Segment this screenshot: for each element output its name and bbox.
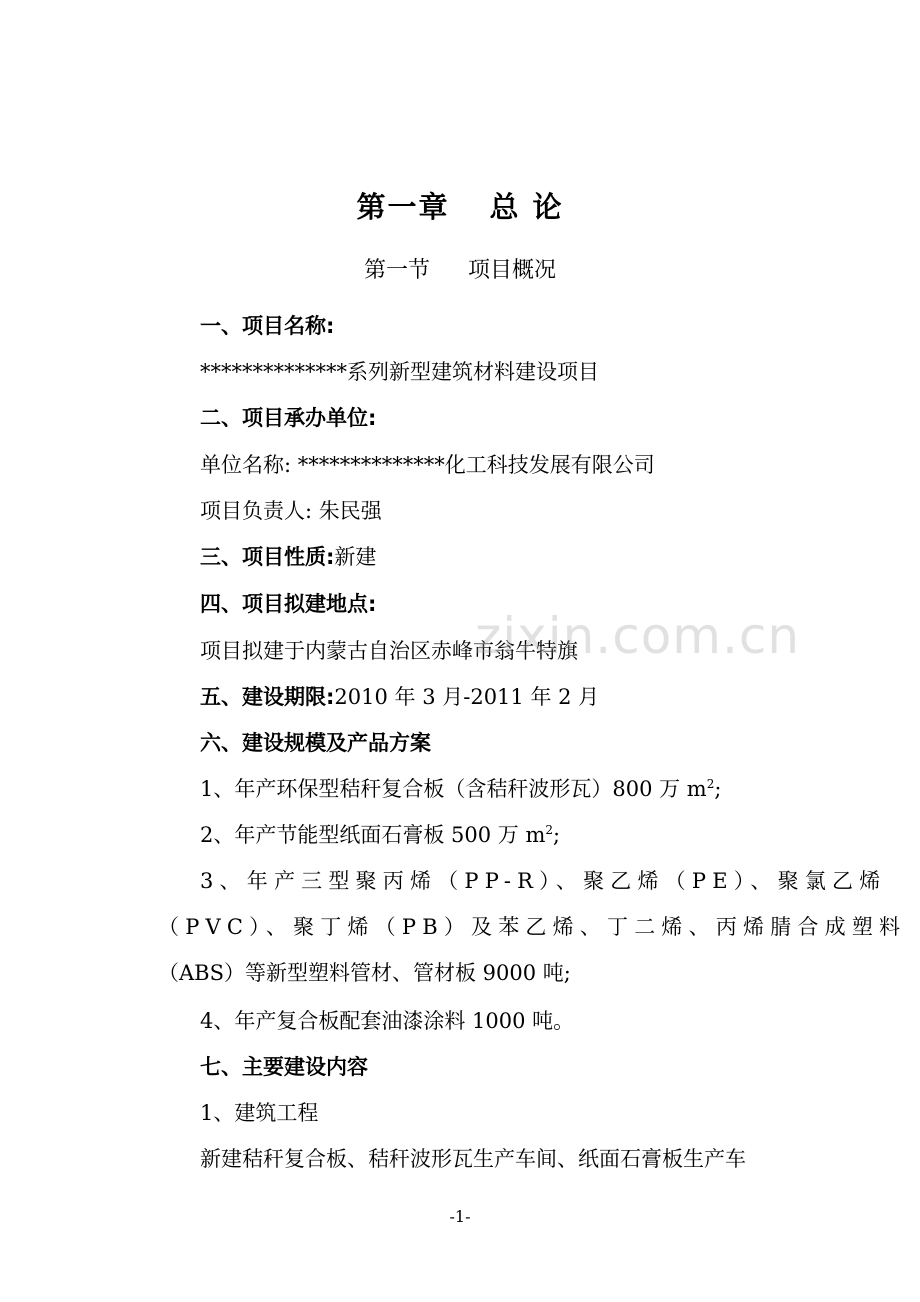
construction-period-line xyxy=(200,682,808,712)
project-nature-value: 新建 xyxy=(334,545,377,569)
heading-project-nature: 三、项目性质: xyxy=(200,545,335,569)
project-location-value: 项目拟建于内蒙古自治区赤峰市翁牛特旗 xyxy=(200,639,578,663)
unit-person-line: 项目负责人: 朱民强 xyxy=(200,499,382,523)
chapter-name: 总 论 xyxy=(489,190,564,224)
scale-item-2 xyxy=(200,820,808,850)
chapter-title xyxy=(0,185,920,226)
section-label: 第一节 xyxy=(363,258,430,283)
heading-project-unit: 二、项目承办单位: xyxy=(200,406,377,430)
watermark: zixin.com.cn xyxy=(475,607,801,665)
scale-item-2-tail: ; xyxy=(553,823,561,847)
page-number: -1- xyxy=(449,1207,471,1226)
section-name: 项目概况 xyxy=(468,258,557,283)
chapter-label: 第一章 xyxy=(356,190,450,224)
content-item-1-text: 新建秸秆复合板、秸秆波形瓦生产车间、纸面石膏板生产车 xyxy=(200,1147,746,1171)
scale-item-3-line-1: 3、年产三型聚丙烯（PP-R）、聚乙烯（PE）、聚氯乙烯 xyxy=(200,869,887,893)
scale-item-1-sup: 2 xyxy=(706,777,715,791)
scale-item-4: 4、年产复合板配套油漆涂料 1000 吨。 xyxy=(200,1009,575,1033)
scale-item-3-line-2: （PVC）、聚丁烯（PB）及苯乙烯、丁二烯、丙烯腈合成塑料 xyxy=(158,915,907,939)
construction-period-value: 2010 年 3 月-2011 年 2 月 xyxy=(334,685,600,709)
heading-scale-plan: 六、建设规模及产品方案 xyxy=(200,731,431,755)
scale-item-2-text: 2、年产节能型纸面石膏板 500 万 m xyxy=(200,823,546,847)
scale-item-2-sup: 2 xyxy=(545,823,554,837)
scale-item-1 xyxy=(200,774,808,804)
scale-item-1-text: 1、年产环保型秸秆复合板（含秸秆波形瓦）800 万 m xyxy=(200,777,707,801)
project-name-value: **************系列新型建筑材料建设项目 xyxy=(200,360,599,384)
scale-item-3-line-3: （ABS）等新型塑料管材、管材板 9000 吨; xyxy=(158,961,571,985)
heading-project-location: 四、项目拟建地点: xyxy=(200,592,377,616)
heading-main-content: 七、主要建设内容 xyxy=(200,1055,368,1079)
content-item-1: 1、建筑工程 xyxy=(200,1101,319,1125)
section-title xyxy=(0,253,920,284)
heading-construction-period: 五、建设期限: xyxy=(200,685,335,709)
unit-name-line: 单位名称: **************化工科技发展有限公司 xyxy=(200,453,655,477)
heading-project-name: 一、项目名称: xyxy=(200,314,335,338)
project-nature-line xyxy=(200,542,808,572)
scale-item-1-tail: ; xyxy=(714,777,722,801)
